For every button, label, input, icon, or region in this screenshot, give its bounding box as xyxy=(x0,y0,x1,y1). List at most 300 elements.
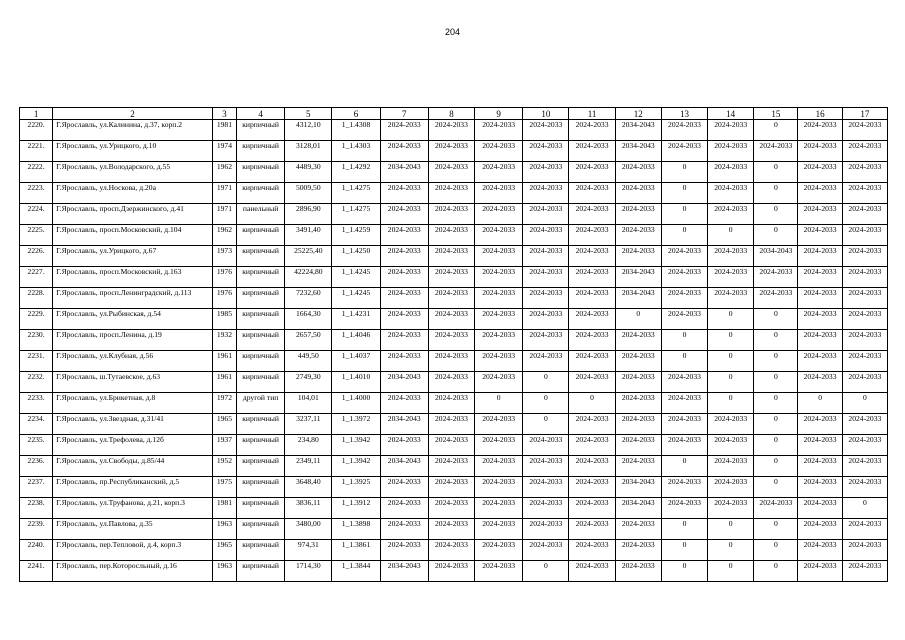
table-cell: кирпичный xyxy=(236,288,284,309)
address-cell: Г.Ярославль, ул.Звездная, д.31/41 xyxy=(53,414,213,435)
table-cell: 2024-2033 xyxy=(615,183,661,204)
table-cell: кирпичный xyxy=(236,372,284,393)
table-cell: 0 xyxy=(661,162,707,183)
table-cell: кирпичный xyxy=(236,120,284,141)
table-cell: 1973 xyxy=(212,246,236,267)
table-cell: 2024-2033 xyxy=(380,141,428,162)
table-row xyxy=(20,456,888,477)
table-cell: 2024-2033 xyxy=(798,477,842,498)
table-cell: 0 xyxy=(798,393,842,414)
table-cell: 25225,40 xyxy=(285,246,332,267)
table-row xyxy=(20,162,888,183)
table-cell: 1_1.3898 xyxy=(332,519,380,540)
table-cell: 0 xyxy=(754,477,798,498)
table-cell: 2024-2033 xyxy=(380,246,428,267)
table-cell: 1_1.3925 xyxy=(332,477,380,498)
column-number: 1 xyxy=(20,108,53,120)
table-cell: 2024-2033 xyxy=(475,477,523,498)
table-cell: 2024-2033 xyxy=(380,519,428,540)
table-cell: 2024-2033 xyxy=(428,477,474,498)
table-cell: 2024-2033 xyxy=(428,120,474,141)
table-cell: 0 xyxy=(708,330,754,351)
table-cell: 2024-2033 xyxy=(569,162,615,183)
row-number-cell: 2232. xyxy=(20,372,53,393)
table-cell: 2024-2033 xyxy=(523,540,569,561)
table-cell: 2024-2033 xyxy=(661,288,707,309)
column-number: 2 xyxy=(53,108,213,120)
table-cell: 2024-2033 xyxy=(523,183,569,204)
table-cell: 2024-2033 xyxy=(842,246,887,267)
table-cell: 2034-2043 xyxy=(615,120,661,141)
table-cell: 0 xyxy=(708,309,754,330)
table-cell: 2024-2033 xyxy=(523,246,569,267)
table-cell: 2024-2033 xyxy=(523,456,569,477)
table-cell: 1937 xyxy=(212,435,236,456)
table-cell: 2024-2033 xyxy=(798,330,842,351)
row-number-cell: 2220. xyxy=(20,120,53,141)
table-cell: 2024-2033 xyxy=(708,204,754,225)
table-cell: 2024-2033 xyxy=(428,540,474,561)
table-cell: 2024-2033 xyxy=(475,162,523,183)
table-cell: 2024-2033 xyxy=(661,372,707,393)
table-cell: 42224,80 xyxy=(285,267,332,288)
table-cell: 2034-2043 xyxy=(380,456,428,477)
table-cell: 2024-2033 xyxy=(661,141,707,162)
table-cell: 2024-2033 xyxy=(661,246,707,267)
table-cell: 104,01 xyxy=(285,393,332,414)
table-cell: 2024-2033 xyxy=(661,120,707,141)
column-number: 11 xyxy=(569,108,615,120)
table-cell: 2024-2033 xyxy=(569,225,615,246)
table-cell: 2024-2033 xyxy=(615,393,661,414)
table-cell: 0 xyxy=(754,540,798,561)
address-cell: Г.Ярославль, просп.Ленина, д.19 xyxy=(53,330,213,351)
table-cell: 2024-2033 xyxy=(842,120,887,141)
table-cell: 1976 xyxy=(212,288,236,309)
table-cell: 2024-2033 xyxy=(708,498,754,519)
table-row xyxy=(20,519,888,540)
table-cell: 1981 xyxy=(212,120,236,141)
table-cell: 2024-2033 xyxy=(842,561,887,582)
address-cell: Г.Ярославль, ул.Трефолева, д.12б xyxy=(53,435,213,456)
table-cell: 3480,00 xyxy=(285,519,332,540)
table-cell: 0 xyxy=(523,393,569,414)
table-cell: 0 xyxy=(661,330,707,351)
table-cell: 2024-2033 xyxy=(428,309,474,330)
row-number-cell: 2230. xyxy=(20,330,53,351)
table-row xyxy=(20,561,888,582)
table-cell: 2024-2033 xyxy=(523,267,569,288)
table-cell: 2024-2033 xyxy=(569,246,615,267)
table-cell: 0 xyxy=(661,351,707,372)
table-cell: 2024-2033 xyxy=(798,204,842,225)
table-cell: 2024-2033 xyxy=(380,477,428,498)
table-cell: 0 xyxy=(661,519,707,540)
table-cell: 2024-2033 xyxy=(380,120,428,141)
table-cell: кирпичный xyxy=(236,183,284,204)
address-cell: Г.Ярославль, ул.Клубная, д.56 xyxy=(53,351,213,372)
table-cell: 449,50 xyxy=(285,351,332,372)
table-cell: 2024-2033 xyxy=(380,393,428,414)
table-cell: 0 xyxy=(754,561,798,582)
table-cell: 2024-2033 xyxy=(380,204,428,225)
table-cell: 2024-2033 xyxy=(661,309,707,330)
table-cell: 1932 xyxy=(212,330,236,351)
table-cell: 1_1.3972 xyxy=(332,414,380,435)
table-cell: 1963 xyxy=(212,561,236,582)
table-cell: 2024-2033 xyxy=(569,330,615,351)
table-cell: 2024-2033 xyxy=(475,351,523,372)
table-cell: 2024-2033 xyxy=(380,267,428,288)
table-cell: 1_1.4245 xyxy=(332,288,380,309)
table-cell: 2034-2043 xyxy=(380,561,428,582)
address-cell: Г.Ярославль, пер.Тепловой, д.4, корп.3 xyxy=(53,540,213,561)
address-cell: Г.Ярославль, ул.Брикетная, д.8 xyxy=(53,393,213,414)
row-number-cell: 2231. xyxy=(20,351,53,372)
housing-table xyxy=(19,107,888,582)
row-number-cell: 2226. xyxy=(20,246,53,267)
table-cell: 2024-2033 xyxy=(708,120,754,141)
table-cell: 2024-2033 xyxy=(523,330,569,351)
table-cell: 2024-2033 xyxy=(475,498,523,519)
table-cell: 2024-2033 xyxy=(475,183,523,204)
table-cell: 0 xyxy=(754,225,798,246)
table-cell: 0 xyxy=(708,519,754,540)
table-row xyxy=(20,183,888,204)
column-number: 15 xyxy=(754,108,798,120)
row-number-cell: 2221. xyxy=(20,141,53,162)
table-cell: 2024-2033 xyxy=(428,141,474,162)
table-cell: 0 xyxy=(661,540,707,561)
address-cell: Г.Ярославль, ул.Павлова, д.35 xyxy=(53,519,213,540)
column-number: 13 xyxy=(661,108,707,120)
table-cell: 5009,50 xyxy=(285,183,332,204)
column-number: 16 xyxy=(798,108,842,120)
address-cell: Г.Ярославль, пер.Которосльный, д.16 xyxy=(53,561,213,582)
address-cell: Г.Ярославль, ул.Свободы, д.85/44 xyxy=(53,456,213,477)
table-cell: 0 xyxy=(661,183,707,204)
table-cell: 0 xyxy=(754,414,798,435)
table-cell: 2024-2033 xyxy=(380,183,428,204)
table-cell: 2024-2033 xyxy=(615,456,661,477)
table-cell: кирпичный xyxy=(236,309,284,330)
table-cell: 2024-2033 xyxy=(475,225,523,246)
table-row xyxy=(20,288,888,309)
table-cell: 2024-2033 xyxy=(569,540,615,561)
table-cell: кирпичный xyxy=(236,540,284,561)
table-cell: 2024-2033 xyxy=(523,309,569,330)
table-cell: 1_1.4259 xyxy=(332,225,380,246)
page-number: 204 xyxy=(444,27,461,37)
table-cell: 2024-2033 xyxy=(428,498,474,519)
table-cell: 2749,30 xyxy=(285,372,332,393)
table-cell: 2024-2033 xyxy=(428,351,474,372)
row-number-cell: 2227. xyxy=(20,267,53,288)
table-cell: кирпичный xyxy=(236,351,284,372)
table-cell: 2034-2043 xyxy=(754,246,798,267)
table-cell: 2024-2033 xyxy=(754,267,798,288)
table-row xyxy=(20,225,888,246)
table-cell: 2024-2033 xyxy=(615,435,661,456)
table-cell: 2024-2033 xyxy=(754,498,798,519)
table-cell: 2024-2033 xyxy=(798,498,842,519)
table-cell: 2024-2033 xyxy=(754,288,798,309)
table-cell: 2024-2033 xyxy=(428,519,474,540)
table-cell: кирпичный xyxy=(236,561,284,582)
table-cell: 2024-2033 xyxy=(708,288,754,309)
table-cell: 2024-2033 xyxy=(661,498,707,519)
table-cell: 1965 xyxy=(212,540,236,561)
table-cell: 2024-2033 xyxy=(428,288,474,309)
row-number-cell: 2225. xyxy=(20,225,53,246)
table-cell: 2024-2033 xyxy=(798,519,842,540)
column-number-row xyxy=(20,108,888,120)
table-cell: кирпичный xyxy=(236,519,284,540)
table-cell: 0 xyxy=(754,435,798,456)
table-cell: 2024-2033 xyxy=(615,162,661,183)
table-cell: кирпичный xyxy=(236,414,284,435)
table-cell: 2024-2033 xyxy=(661,414,707,435)
table-cell: 1_1.4231 xyxy=(332,309,380,330)
row-number-cell: 2222. xyxy=(20,162,53,183)
column-number: 4 xyxy=(236,108,284,120)
table-cell: кирпичный xyxy=(236,246,284,267)
address-cell: Г.Ярославль, ул.Володарского, д.55 xyxy=(53,162,213,183)
table-cell: 2024-2033 xyxy=(798,414,842,435)
column-number: 8 xyxy=(428,108,474,120)
table-cell: 2024-2033 xyxy=(569,288,615,309)
table-cell: 2896,90 xyxy=(285,204,332,225)
table-cell: 2024-2033 xyxy=(523,519,569,540)
table-cell: 2024-2033 xyxy=(708,246,754,267)
table-cell: 2024-2033 xyxy=(475,309,523,330)
table-cell: 0 xyxy=(475,393,523,414)
table-cell: 0 xyxy=(523,561,569,582)
table-cell: 2024-2033 xyxy=(842,414,887,435)
table-cell: 2024-2033 xyxy=(615,246,661,267)
table-cell: 1_1.3942 xyxy=(332,456,380,477)
table-cell: кирпичный xyxy=(236,162,284,183)
table-cell: 1985 xyxy=(212,309,236,330)
table-cell: 2024-2033 xyxy=(380,225,428,246)
table-cell: 2024-2033 xyxy=(798,183,842,204)
table-cell: 2024-2033 xyxy=(798,288,842,309)
table-cell: 0 xyxy=(708,393,754,414)
table-cell: 2024-2033 xyxy=(380,540,428,561)
table-cell: 2024-2033 xyxy=(615,330,661,351)
table-cell: 1952 xyxy=(212,456,236,477)
table-cell: 1_1.4037 xyxy=(332,351,380,372)
row-number-cell: 2228. xyxy=(20,288,53,309)
table-cell: 1_1.4292 xyxy=(332,162,380,183)
table-cell: 2024-2033 xyxy=(569,120,615,141)
table-cell: 2024-2033 xyxy=(798,540,842,561)
row-number-cell: 2229. xyxy=(20,309,53,330)
column-number: 9 xyxy=(475,108,523,120)
table-cell: 2024-2033 xyxy=(380,330,428,351)
column-number: 14 xyxy=(708,108,754,120)
table-cell: 2024-2033 xyxy=(475,288,523,309)
table-cell: 0 xyxy=(523,414,569,435)
table-cell: 1714,30 xyxy=(285,561,332,582)
table-cell: 2024-2033 xyxy=(708,267,754,288)
table-cell: 2024-2033 xyxy=(428,414,474,435)
table-cell: 2024-2033 xyxy=(523,435,569,456)
table-row xyxy=(20,498,888,519)
table-cell: 0 xyxy=(708,540,754,561)
table-cell: 0 xyxy=(754,330,798,351)
table-cell: 1_1.3844 xyxy=(332,561,380,582)
address-cell: Г.Ярославль, ул.Урицкого, д.67 xyxy=(53,246,213,267)
table-cell: 2024-2033 xyxy=(569,435,615,456)
column-number: 12 xyxy=(615,108,661,120)
table-cell: 0 xyxy=(754,393,798,414)
table-cell: 2024-2033 xyxy=(798,246,842,267)
table-cell: 2024-2033 xyxy=(842,477,887,498)
table-cell: 2024-2033 xyxy=(661,267,707,288)
table-cell: 0 xyxy=(708,351,754,372)
table-cell: 2024-2033 xyxy=(475,561,523,582)
table-cell: 0 xyxy=(615,309,661,330)
column-number: 7 xyxy=(380,108,428,120)
table-cell: кирпичный xyxy=(236,267,284,288)
table-cell: 1_1.4275 xyxy=(332,204,380,225)
table-cell: 1972 xyxy=(212,393,236,414)
table-cell: 3237,11 xyxy=(285,414,332,435)
table-cell: 2024-2033 xyxy=(842,204,887,225)
table-cell: 2034-2043 xyxy=(615,498,661,519)
table-cell: 2024-2033 xyxy=(523,498,569,519)
table-cell: 1975 xyxy=(212,477,236,498)
table-cell: 2024-2033 xyxy=(428,372,474,393)
table-row xyxy=(20,204,888,225)
table-row xyxy=(20,540,888,561)
table-cell: 1_1.4275 xyxy=(332,183,380,204)
table-cell: 2024-2033 xyxy=(798,162,842,183)
address-cell: Г.Ярославль, ул.Рыбинская, д.54 xyxy=(53,309,213,330)
table-cell: 2024-2033 xyxy=(798,435,842,456)
table-row xyxy=(20,477,888,498)
table-cell: 2024-2033 xyxy=(615,351,661,372)
table-cell: 2024-2033 xyxy=(661,435,707,456)
table-cell: 1961 xyxy=(212,351,236,372)
row-number-cell: 2233. xyxy=(20,393,53,414)
table-cell: 2024-2033 xyxy=(798,267,842,288)
table-cell: 2024-2033 xyxy=(798,561,842,582)
table-cell: 2024-2033 xyxy=(569,351,615,372)
table-cell: 2024-2033 xyxy=(842,162,887,183)
table-cell: 2024-2033 xyxy=(380,435,428,456)
table-row xyxy=(20,435,888,456)
table-cell: 2024-2033 xyxy=(428,162,474,183)
table-cell: 2024-2033 xyxy=(842,309,887,330)
address-cell: Г.Ярославль, просп.Московский, д.104 xyxy=(53,225,213,246)
table-cell: 0 xyxy=(754,309,798,330)
table-cell: 2024-2033 xyxy=(475,204,523,225)
table-cell: 2024-2033 xyxy=(708,456,754,477)
table-cell: 2034-2043 xyxy=(380,162,428,183)
table-cell: 0 xyxy=(754,204,798,225)
table-cell: панельный xyxy=(236,204,284,225)
table-cell: 2024-2033 xyxy=(523,204,569,225)
table-cell: 1_1.3861 xyxy=(332,540,380,561)
table-cell: 2024-2033 xyxy=(569,267,615,288)
table-row xyxy=(20,246,888,267)
row-number-cell: 2235. xyxy=(20,435,53,456)
table-cell: 2024-2033 xyxy=(569,561,615,582)
table-cell: 2024-2033 xyxy=(569,477,615,498)
table-cell: 0 xyxy=(754,162,798,183)
table-cell: кирпичный xyxy=(236,141,284,162)
table-cell: 2024-2033 xyxy=(615,414,661,435)
table-cell: 1_1.4245 xyxy=(332,267,380,288)
table-cell: 2024-2033 xyxy=(475,120,523,141)
table-row xyxy=(20,141,888,162)
table-cell: 2034-2043 xyxy=(615,477,661,498)
table-cell: 0 xyxy=(569,393,615,414)
address-cell: Г.Ярославль, ул.Носкова, д.20а xyxy=(53,183,213,204)
table-cell: 2024-2033 xyxy=(842,351,887,372)
table-cell: 2034-2043 xyxy=(615,267,661,288)
table-cell: 3128,01 xyxy=(285,141,332,162)
table-cell: 2024-2033 xyxy=(475,141,523,162)
table-cell: кирпичный xyxy=(236,477,284,498)
table-cell: 1974 xyxy=(212,141,236,162)
address-cell: Г.Ярославль, просп.Дзержинского, д.41 xyxy=(53,204,213,225)
table-cell: 2024-2033 xyxy=(798,456,842,477)
table-cell: 2024-2033 xyxy=(661,477,707,498)
row-number-cell: 2239. xyxy=(20,519,53,540)
row-number-cell: 2224. xyxy=(20,204,53,225)
column-number: 3 xyxy=(212,108,236,120)
table-cell: 1965 xyxy=(212,414,236,435)
table-cell: 2024-2033 xyxy=(708,435,754,456)
table-cell: 3648,40 xyxy=(285,477,332,498)
table-row xyxy=(20,120,888,141)
table-cell: 1961 xyxy=(212,372,236,393)
table-cell: 2024-2033 xyxy=(842,519,887,540)
table-row xyxy=(20,309,888,330)
table-cell: 0 xyxy=(754,372,798,393)
table-cell: 2024-2033 xyxy=(428,456,474,477)
table-cell: 2024-2033 xyxy=(380,498,428,519)
table-cell: 0 xyxy=(523,372,569,393)
table-cell: 2024-2033 xyxy=(708,141,754,162)
table-cell: 2024-2033 xyxy=(842,456,887,477)
table-cell: 0 xyxy=(708,225,754,246)
table-cell: 2024-2033 xyxy=(475,414,523,435)
address-cell: Г.Ярославль, ул.Урицкого, д.10 xyxy=(53,141,213,162)
address-cell: Г.Ярославль, просп.Ленинградский, д.113 xyxy=(53,288,213,309)
row-number-cell: 2237. xyxy=(20,477,53,498)
table-cell: 2024-2033 xyxy=(615,204,661,225)
table-cell: 2034-2043 xyxy=(380,414,428,435)
table-cell: 2024-2033 xyxy=(842,540,887,561)
table-cell: 2024-2033 xyxy=(523,162,569,183)
table-cell: 2024-2033 xyxy=(428,225,474,246)
table-cell: 2024-2033 xyxy=(798,141,842,162)
table-row xyxy=(20,372,888,393)
table-cell: 2024-2033 xyxy=(523,351,569,372)
table-cell: 2024-2033 xyxy=(523,120,569,141)
table-cell: 1_1.4046 xyxy=(332,330,380,351)
table-cell: 0 xyxy=(661,204,707,225)
table-cell: 2024-2033 xyxy=(380,309,428,330)
table-cell: 2034-2043 xyxy=(615,288,661,309)
table-cell: 2024-2033 xyxy=(475,456,523,477)
table-cell: 0 xyxy=(661,456,707,477)
table-cell: 0 xyxy=(661,561,707,582)
